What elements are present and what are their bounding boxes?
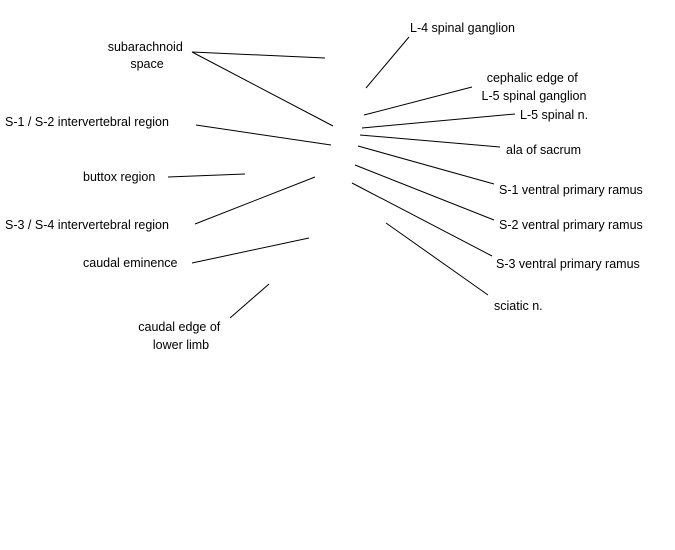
label-cephalic-edge-l5: cephalic edge of L-5 spinal ganglion xyxy=(481,71,587,103)
leader-subarachnoid-space-lower xyxy=(192,52,333,126)
label-caudal-eminence: caudal eminence xyxy=(83,256,178,270)
leader-l4-spinal-ganglion xyxy=(366,37,409,88)
leader-ala-of-sacrum xyxy=(360,135,500,147)
leader-subarachnoid-space-upper xyxy=(192,52,325,58)
label-s3-s4-intervertebral: S-3 / S-4 intervertebral region xyxy=(5,218,169,232)
leader-s2-ventral-ramus xyxy=(355,165,494,220)
leader-caudal-edge-lower-limb xyxy=(230,284,269,318)
leader-caudal-eminence xyxy=(192,238,309,263)
label-l5-spinal-n: L-5 spinal n. xyxy=(520,108,589,122)
label-sciatic-n: sciatic n. xyxy=(494,299,543,313)
leader-sciatic-n xyxy=(386,223,488,295)
label-subarachnoid-space: subarachnoid space xyxy=(107,40,183,71)
leader-s3-s4-intervertebral xyxy=(195,177,315,224)
label-s1-s2-intervertebral: S-1 / S-2 intervertebral region xyxy=(5,115,169,129)
label-s3-ventral-ramus: S-3 ventral primary ramus xyxy=(496,257,640,271)
label-caudal-edge-lower-limb: caudal edge of lower limb xyxy=(138,320,221,352)
leader-s1-s2-intervertebral xyxy=(196,125,331,145)
label-l4-spinal-ganglion: L-4 spinal ganglion xyxy=(410,21,515,35)
label-s1-ventral-ramus: S-1 ventral primary ramus xyxy=(499,183,643,197)
leader-cephalic-edge-l5 xyxy=(364,87,472,115)
leader-buttox-region xyxy=(168,174,245,177)
label-buttox-region: buttox region xyxy=(83,170,156,184)
label-s2-ventral-ramus: S-2 ventral primary ramus xyxy=(499,218,643,232)
leader-s3-ventral-ramus xyxy=(352,183,492,256)
leader-l5-spinal-n xyxy=(362,114,515,128)
label-ala-of-sacrum: ala of sacrum xyxy=(506,143,582,157)
leader-s1-ventral-ramus xyxy=(358,146,494,184)
